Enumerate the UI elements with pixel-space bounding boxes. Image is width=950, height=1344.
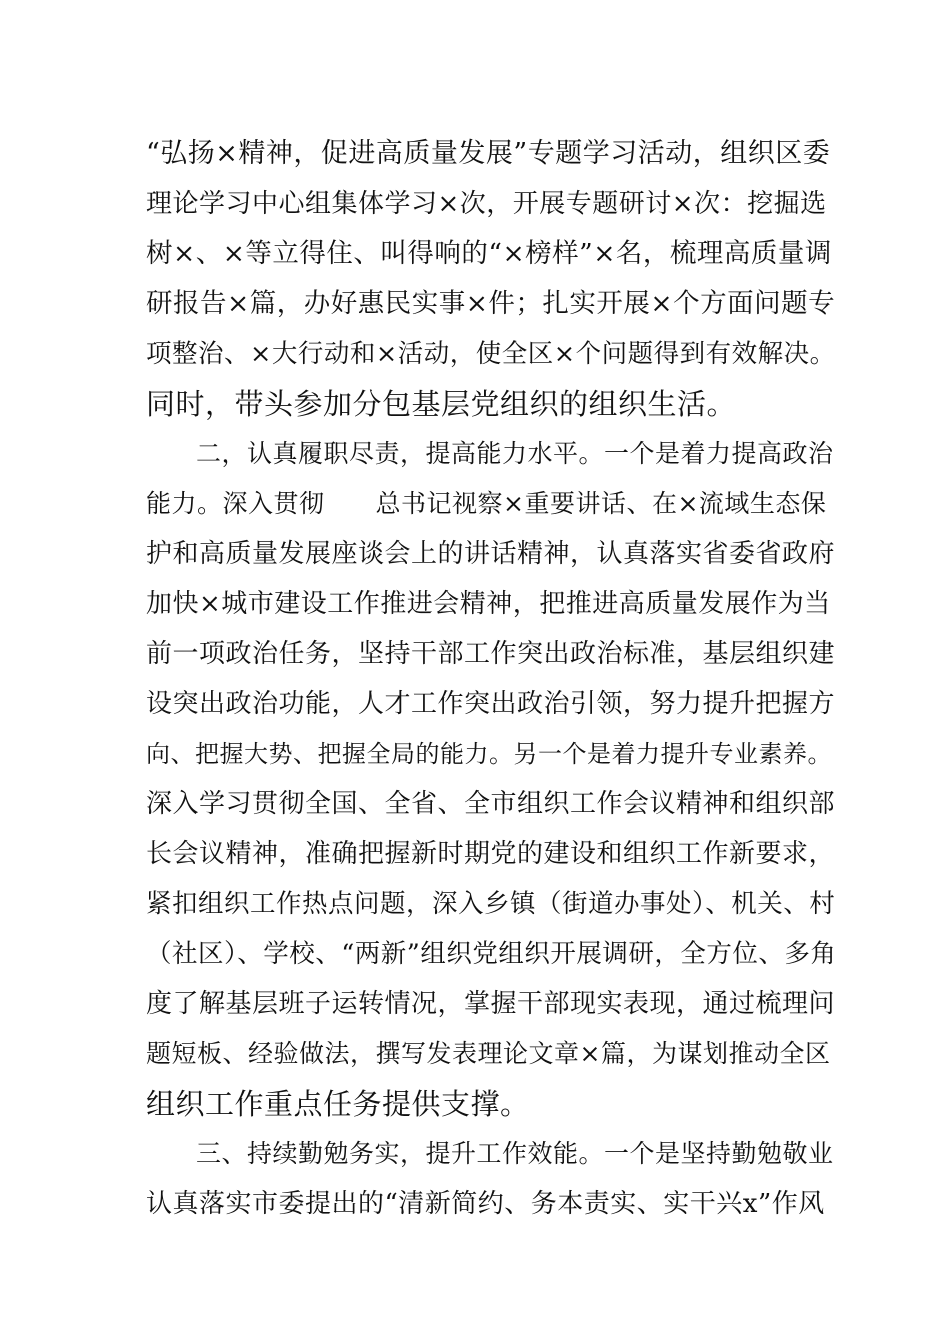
text-line: 能力。深入贯彻 总书记视察×重要讲话、在×流域生态保 — [146, 489, 827, 518]
text-line: “弘扬×精神，促进高质量发展”专题学习活动，组织区委 — [146, 138, 831, 169]
text-line: 长会议精神，准确把握新时期党的建设和组织工作新要求， — [146, 839, 836, 869]
text-line: 设突出政治功能，人才工作突出政治引领，努力提升把握方 — [146, 689, 836, 719]
text-line: 紧扣组织工作热点问题，深入乡镇（街道办事处）、机关、村 — [146, 889, 836, 919]
text-line: 研报告×篇，办好惠民实事×件；扎实开展×个方面问题专 — [146, 288, 836, 319]
text-line: 题短板、经验做法，撰写发表理论文章×篇，为谋划推动全区 — [146, 1039, 831, 1068]
text-line: 同时，带头参加分包基层党组织的组织生活。 — [146, 387, 737, 421]
text-line: 前一项政治任务，坚持干部工作突出政治标准，基层组织建 — [146, 639, 836, 669]
text-line: 加快×城市建设工作推进会精神，把推进高质量发展作为当 — [146, 589, 831, 619]
text-line: 组织工作重点任务提供支撑。 — [146, 1087, 530, 1121]
paragraph-heading-line: 三、持续勤勉务实，提升工作效能。一个是坚持勤勉敬业 — [196, 1139, 834, 1168]
text-line: 深入学习贯彻全国、全省、全市组织工作会议精神和组织部 — [146, 789, 836, 819]
text-line: 认真落实市委提出的“清新简约、务本责实、实干兴x”作风 — [146, 1189, 825, 1219]
text-line: （社区）、学校、“两新”组织党组织开展调研，全方位、多角 — [146, 939, 837, 969]
text-line: 护和高质量发展座谈会上的讲话精神，认真落实省委省政府 — [146, 539, 836, 569]
text-line: 向、把握大势、把握全局的能力。另一个是着力提升专业素养。 — [146, 740, 832, 768]
paragraph-heading-line: 二，认真履职尽责，提高能力水平。一个是着力提高政治 — [196, 439, 834, 468]
text-line: 项整治、×大行动和×活动，使全区×个问题得到有效解决。 — [146, 339, 836, 369]
text-line: 理论学习中心组集体学习×次，开展专题研讨×次：挖掘选 — [146, 189, 827, 219]
text-line: 度了解基层班子运转情况，掌握干部现实表现，通过梳理问 — [146, 989, 836, 1019]
text-line: 树×、×等立得住、叫得响的“×榜样”×名，梳理高质量调 — [146, 238, 832, 269]
